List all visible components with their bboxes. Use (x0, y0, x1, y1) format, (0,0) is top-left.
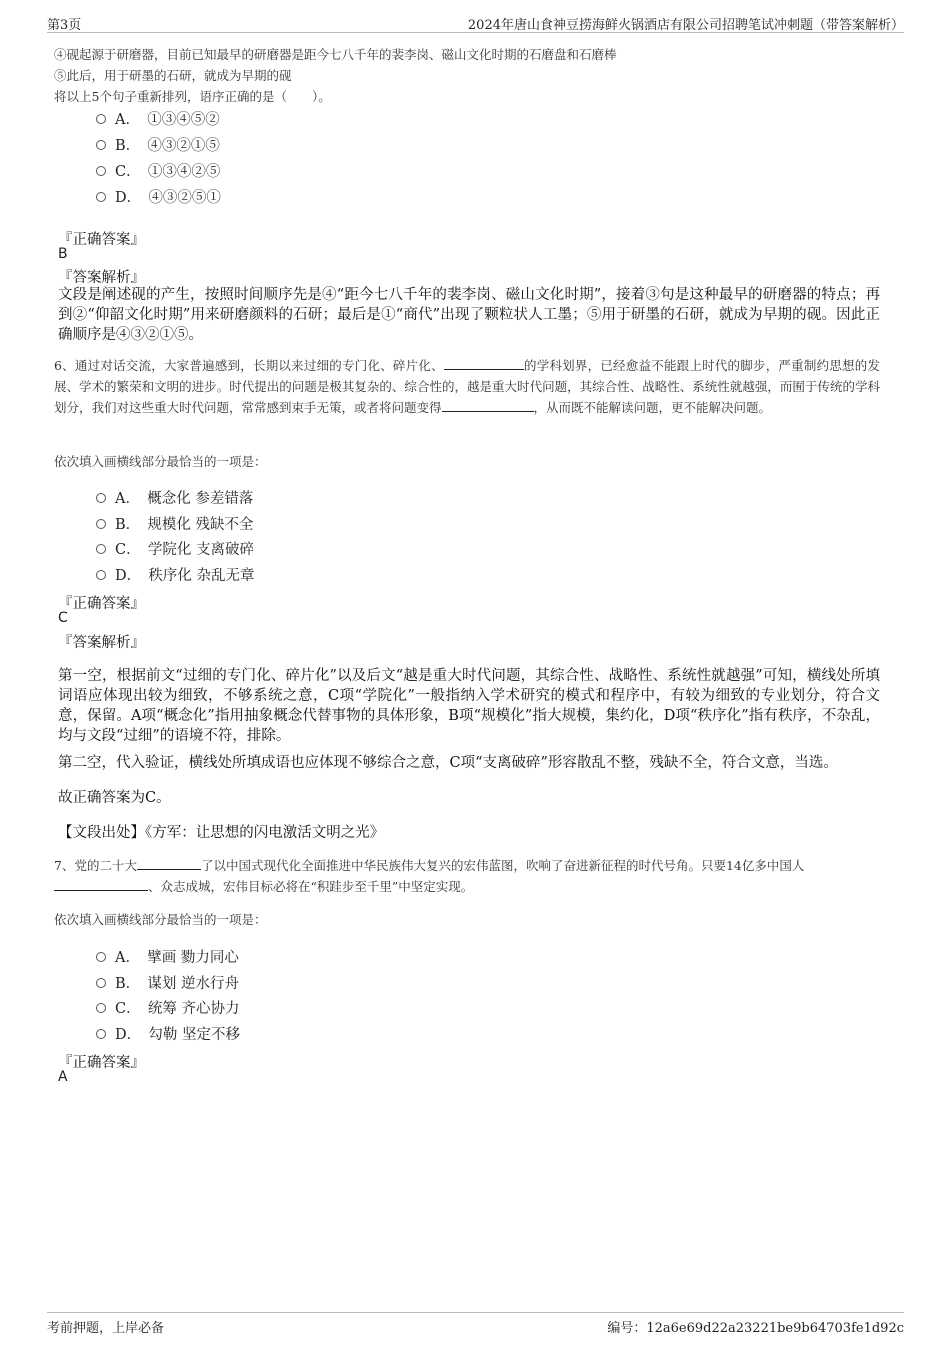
q5-analysis-label: 『答案解析』 (58, 270, 145, 286)
q7-blank-2[interactable] (54, 878, 148, 891)
radio-icon[interactable] (96, 166, 106, 176)
radio-icon[interactable] (96, 952, 106, 962)
page-footer (47, 1312, 904, 1337)
q6-option-b[interactable]: B． 规模化 残缺不全 (96, 513, 254, 534)
q6-source: 【文段出处】《方军：让思想的闪电激活文明之光》 (58, 825, 385, 841)
q7-option-c[interactable]: C． 统筹 齐心协力 (96, 997, 239, 1018)
radio-icon[interactable] (96, 570, 106, 580)
q6-option-a[interactable]: A． 概念化 参差错落 (96, 487, 253, 508)
q5-answer: B (58, 246, 68, 262)
q7-blank-1[interactable] (137, 857, 201, 870)
radio-icon[interactable] (96, 140, 106, 150)
q7-option-d[interactable]: D． 勾勒 坚定不移 (96, 1023, 240, 1044)
q5-prompt: 将以上5个句子重新排列，语序正确的是（ ）。 (54, 89, 331, 104)
q7-answer: A (58, 1069, 68, 1085)
q7-stem: 7、党的二十大 了以中国式现代化全面推进中华民族伟大复兴的宏伟蓝图，吹响了奋进新征程的时代号角。只要14亿多中国人 、众志成城，宏伟目标必将在“积跬步至千里”中坚定实现。 (54, 858, 805, 894)
q5-option-a[interactable]: A． ①③④⑤② (96, 108, 220, 129)
radio-icon[interactable] (96, 1029, 106, 1039)
q5-option-d[interactable]: D． ④③②⑤① (96, 186, 221, 207)
q7-option-a[interactable]: A． 擘画 勠力同心 (96, 946, 239, 967)
document-title: 2024年唐山食神豆捞海鲜火锅酒店有限公司招聘笔试冲刺题（带答案解析） (467, 18, 904, 33)
radio-icon[interactable] (96, 544, 106, 554)
q7-answer-label: 『正确答案』 (58, 1055, 145, 1071)
footer-slogan: 考前押题，上岸必备 (47, 1321, 165, 1336)
document-id: 编号：12a6e69d22a23221be9b64703fe1d92c (607, 1321, 904, 1336)
radio-icon[interactable] (96, 978, 106, 988)
page-number: 第3页 (47, 18, 82, 33)
q6-stem: 6、通过对话交流，大家普遍感到，长期以来过细的专门化、碎片化、 的学科划界，已经愈益不能跟上时代的脚步，严重制约思想的发展、学术的繁荣和文明的进步。时代提出的问题是极其复杂的、综合性的，越是重大时代问题，其综合性、战略性、系统性就越强，而囿于传统的学科划分，我们对这些重大时代问题，常常感到束手无策，或者将问题变得 ，从而既不能解读问题，更不能解决问题。 (54, 358, 880, 415)
q7-prompt: 依次填入画横线部分最恰当的一项是： (54, 912, 267, 927)
q6-answer: C (58, 610, 68, 626)
radio-icon[interactable] (96, 114, 106, 124)
radio-icon[interactable] (96, 519, 106, 529)
q6-prompt: 依次填入画横线部分最恰当的一项是： (54, 454, 267, 469)
q5-line-5: ⑤此后，用于研墨的石研，就成为早期的砚 (54, 68, 292, 83)
q6-analysis-label: 『答案解析』 (58, 635, 145, 651)
q6-analysis-p1: 第一空，根据前文“过细的专门化、碎片化”以及后文“越是重大时代问题，其综合性、战略性、系统性就越强”可知，横线处所填词语应体现出较为细致，不够系统之意，C项“学院化”一般指纳入学术研究的模式和程序中，有较为细致的专业划分，符合文意，保留。A项“概念化”指用抽象概念代替事物的具体形象，B项“规模化”指大规模，集约化，D项“秩序化”指有秩序，不杂乱，均与文段“过细”的语境不符，排除。 (58, 668, 880, 744)
q6-analysis-p2: 第二空，代入验证，横线处所填成语也应体现不够综合之意，C项“支离破碎”形容散乱不整，残缺不全，符合文意，当选。 (58, 755, 838, 771)
q6-analysis-p3: 故正确答案为C。 (58, 790, 171, 806)
q6-blank-2[interactable] (442, 399, 534, 412)
radio-icon[interactable] (96, 192, 106, 202)
q5-option-c[interactable]: C． ①③④②⑤ (96, 160, 220, 181)
q7-option-b[interactable]: B． 谋划 逆水行舟 (96, 972, 239, 993)
q6-option-c[interactable]: C． 学院化 支离破碎 (96, 538, 254, 559)
q6-option-d[interactable]: D． 秩序化 杂乱无章 (96, 564, 254, 585)
radio-icon[interactable] (96, 493, 106, 503)
q6-blank-1[interactable] (444, 357, 524, 370)
q5-answer-label: 『正确答案』 (58, 232, 145, 248)
q5-line-4: ④砚起源于研磨器，目前已知最早的研磨器是距今七八千年的裴李岗、磁山文化时期的石磨盘和石磨棒 (54, 47, 617, 62)
page-header (47, 12, 904, 33)
q6-answer-label: 『正确答案』 (58, 596, 145, 612)
radio-icon[interactable] (96, 1003, 106, 1013)
q5-option-b[interactable]: B． ④③②①⑤ (96, 134, 220, 155)
q5-analysis: 文段是阐述砚的产生，按照时间顺序先是④“距今七八千年的裴李岗、磁山文化时期”，接着③句是这种最早的研磨器的特点；再到②“仰韶文化时期”用来研磨颜料的石研；最后是①“商代”出现了颗粒状人工墨；⑤用于研墨的石研，就成为早期的砚。因此正确顺序是④③②①⑤。 (58, 287, 880, 343)
